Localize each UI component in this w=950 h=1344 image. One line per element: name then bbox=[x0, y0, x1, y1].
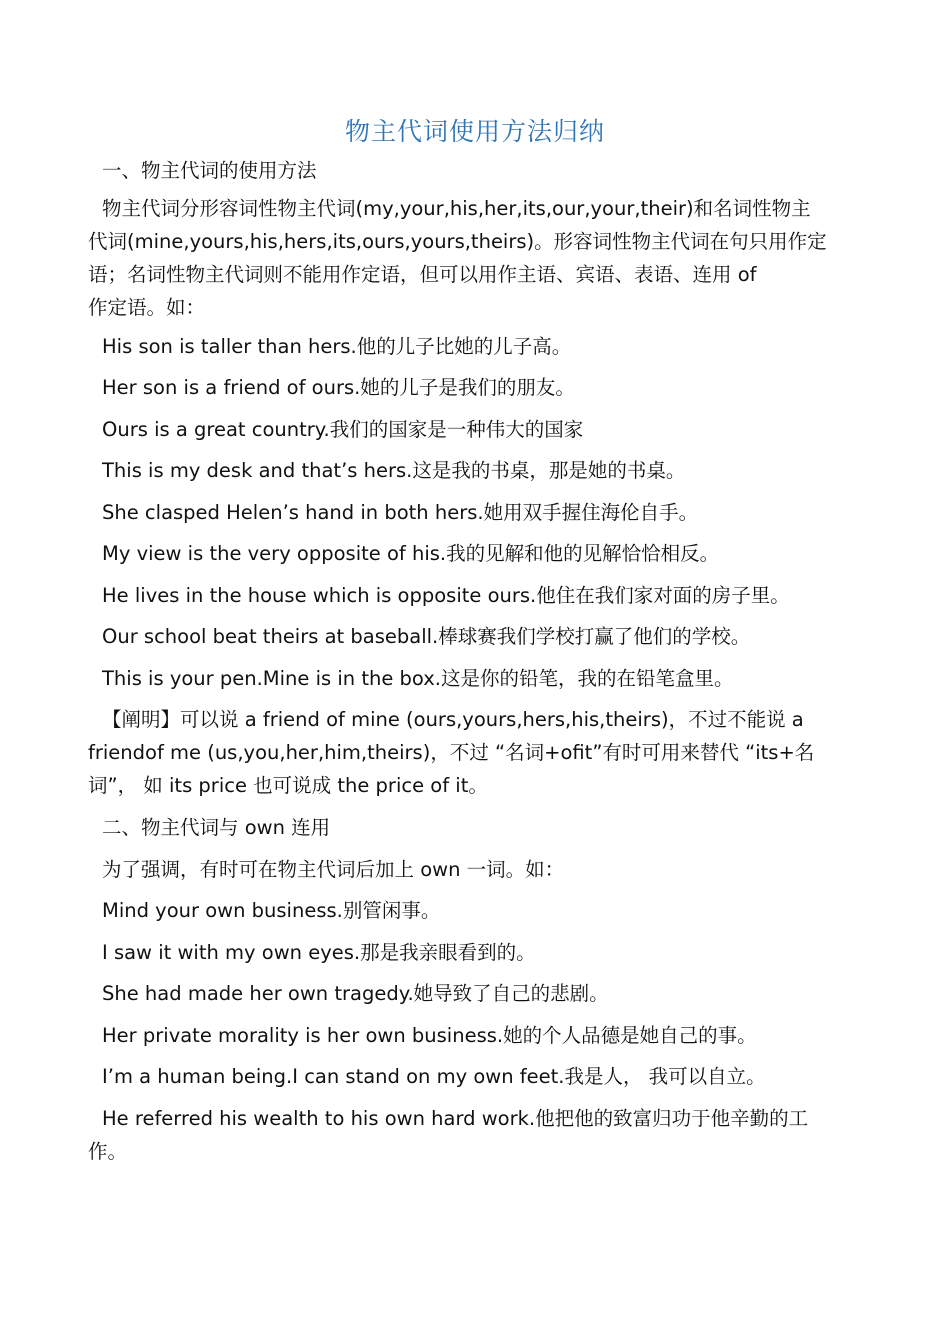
section-heading-own: 二、物主代词与 own 连用 bbox=[102, 816, 331, 839]
example-sentence: Ours is a great country.我们的国家是一种伟大的国家 bbox=[102, 418, 584, 441]
paragraph-line: 为了强调，有时可在物主代词后加上 own 一词。如： bbox=[102, 858, 565, 881]
section-heading-usage: 一、物主代词的使用方法 bbox=[102, 159, 317, 182]
document-title: 物主代词使用方法归纳 bbox=[344, 117, 605, 146]
paragraph-line: 代词(mine,yours,his,hers,its,ours,yours,theirs)。形容词性物主代词在句只用作定 bbox=[88, 230, 827, 253]
example-sentence: Our school beat theirs at baseball.棒球赛我们学校打赢了他们的学校。 bbox=[102, 625, 751, 648]
example-sentence: My view is the very opposite of his.我的见解和他的见解恰恰相反。 bbox=[102, 542, 720, 565]
example-sentence: She clasped Helen’s hand in both hers.她用双手握住海伦自手。 bbox=[102, 501, 699, 524]
example-sentence: He lives in the house which is opposite ours.他住在我们家对面的房子里。 bbox=[102, 584, 790, 607]
example-sentence: Mind your own business.别管闲事。 bbox=[102, 899, 441, 922]
example-sentence: I’m a human being.I can stand on my own feet.我是人， 我可以自立。 bbox=[102, 1065, 766, 1088]
example-sentence: She had made her own tragedy.她导致了自己的悲剧。 bbox=[102, 982, 609, 1005]
note-line: 【阐明】可以说 a friend of mine (ours,yours,hers,his,theirs)，不过不能说 a bbox=[102, 708, 804, 731]
paragraph-line: 物主代词分形容词性物主代词(my,your,his,her,its,our,your,their)和名词性物主 bbox=[102, 197, 811, 220]
example-sentence: Her private morality is her own business.她的个人品德是她自己的事。 bbox=[102, 1024, 757, 1047]
paragraph-line: 作定语。如： bbox=[88, 296, 206, 319]
example-sentence: He referred his wealth to his own hard work.他把他的致富归功于他辛勤的工 bbox=[102, 1107, 809, 1130]
example-sentence: This is your pen.Mine is in the box.这是你的铅笔，我的在铅笔盒里。 bbox=[102, 667, 734, 690]
example-sentence: I saw it with my own eyes.那是我亲眼看到的。 bbox=[102, 941, 536, 964]
note-line: 词”， 如 its price 也可说成 the price of it。 bbox=[88, 774, 488, 797]
example-sentence: This is my desk and that’s hers.这是我的书桌，那是她的书桌。 bbox=[102, 459, 686, 482]
note-line: friendof me (us,you,her,him,theirs)，不过 “名词+ofit”有时可用来替代 “its+名 bbox=[88, 741, 815, 764]
paragraph-line: 语；名词性物主代词则不能用作定语，但可以用作主语、宾语、表语、连用 of bbox=[88, 263, 757, 286]
example-sentence: His son is taller than hers.他的儿子比她的儿子高。 bbox=[102, 335, 572, 358]
example-sentence-continued: 作。 bbox=[88, 1140, 128, 1163]
example-sentence: Her son is a friend of ours.她的儿子是我们的朋友。 bbox=[102, 376, 575, 399]
